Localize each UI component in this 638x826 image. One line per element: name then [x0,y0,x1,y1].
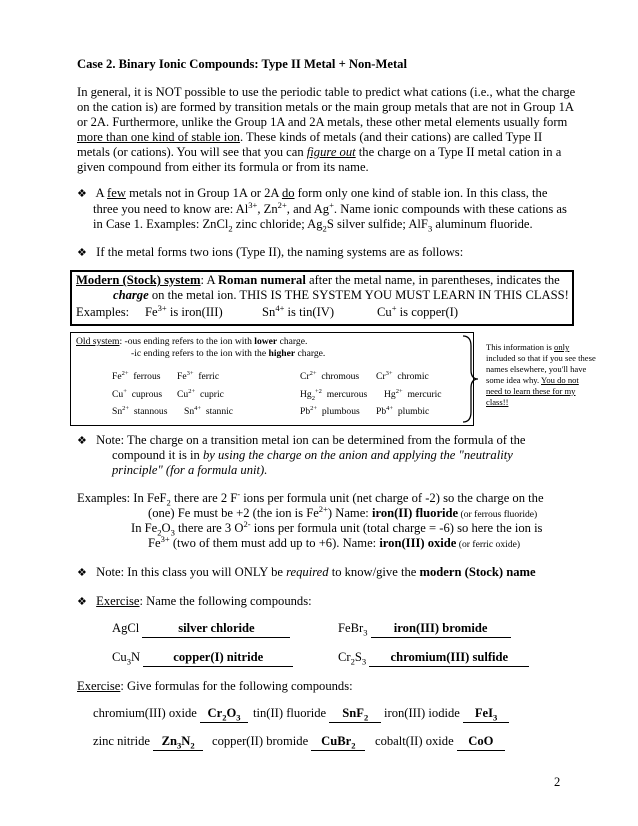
old-system-line: -ic ending refers to the ion with the higher charge. [131,348,326,359]
side-note-line: class!! [486,397,509,407]
side-note-line: names elsewhere, you'll have [486,364,587,374]
exercise-item: AgCl silver chloride [112,621,290,638]
exercise-item: cobalt(II) oxide CoO [375,734,505,751]
old-system-line: Old system: -ous ending refers to the ion with lower charge. [76,336,308,347]
ion-entry: $Pb^{2+}$ plumbous [300,404,360,417]
exercise-item: iron(III) iodide FeI$_3$ [384,706,509,723]
note-line: principle" (for a formula unit). [112,463,268,477]
ion-entry: $Sn^{4+}$ stannic [184,404,234,417]
side-note-line: included so that if you see these [486,353,596,363]
bullet-item: ❖ If the metal forms two ions (Type II), the naming systems are as follows: [77,245,463,262]
ion-entry: $Fe^{3+}$ ferric [177,369,220,382]
ion-entry: $Pb^{4+}$ plumbic [376,404,430,417]
right-brace-icon [459,334,481,424]
bullet-line: in Case 1. Examples: ZnCl$_2$ zinc chloride; $Ag_2S$ silver sulfide; AlF$_3$ aluminum fluoride. [93,217,533,234]
stock-example: $Sn^{4+}$ is tin(IV) [262,302,335,319]
exercise-item: chromium(III) oxide $Cr_2O_3$ [93,706,248,723]
exercise-item: $Cu_3N$ copper(I) nitride [112,650,293,667]
intro-line: more than one kind of stable ion. These kinds of metals (and their cations) are called Type II [77,130,543,144]
exercise-item: $Cr_2S_3$ chromium(III) sulfide [338,650,529,667]
example-line: Examples: In FeF$_2$ there are 2 F- ions per formula unit (net charge of -2) so the charge on the [77,488,544,508]
exercise-item: copper(II) bromide CuBr$_2$ [212,734,365,751]
ion-entry: $Hg^{2+}$ mercuric [384,387,442,400]
ion-entry: $Sn^{2+}$ stannous [112,404,168,417]
exercise-item: tin(II) fluoride SnF$_2$ [253,706,381,723]
page-number: 2 [554,775,561,789]
diamond-bullet-icon: ❖ [77,247,87,259]
bullet-item: ❖ Note: In this class you will ONLY be required to know/give the modern (Stock) name [77,565,536,582]
intro-line: metals (or cations). You will see that you can figure out the charge on a Type II metal cation in a [77,145,562,159]
bullet-line: three you need to know are: $Al^{3+}$, $Zn^{2+}$, and Ag+. Name ionic compounds with these cations as [93,199,567,216]
stock-example: Cu+ is copper(I) [377,302,459,319]
intro-line: In general, it is NOT possible to use the periodic table to predict what cations (i.e., what the charge [77,85,576,99]
ion-entry: $Cr^{3+}$ chromic [376,369,429,382]
bullet-item: ❖ Exercise: Name the following compounds: [77,594,312,611]
stock-examples-label: Examples: [76,305,130,319]
exercise-item: FeBr$_3$ iron(III) bromide [338,621,511,638]
ion-entry: $Fe^{2+}$ ferrous [112,369,161,382]
diamond-bullet-icon: ❖ [77,567,87,579]
example-line: (one) Fe must be +2 (the ion is $Fe^{2+}$) Name: iron(II) fluoride (or ferrous fluoride) [148,503,538,520]
stock-system-line: Modern (Stock) system: A Roman numeral after the metal name, in parentheses, indicates the [76,273,560,287]
intro-line: or 2A. Furthermore, unlike the Group 1A and 2A metals, these other metal elements usually form [77,115,568,129]
stock-example: $Fe^{3+}$ is iron(III) [145,302,223,319]
diamond-bullet-icon: ❖ [77,188,87,200]
stock-system-line: charge on the metal ion. THIS IS THE SYSTEM YOU MUST LEARN IN THIS CLASS! [113,288,569,302]
intro-line: given compound from either its formula or from its name. [77,160,369,174]
exercise-heading: Exercise: Give formulas for the following compounds: [77,679,353,693]
diamond-bullet-icon: ❖ [77,435,87,447]
bullet-item: ❖ Note: The charge on a transition metal ion can be determined from the formula of the [77,433,525,450]
ion-entry: $Cr^{2+}$ chromous [300,369,360,382]
diamond-bullet-icon: ❖ [77,596,87,608]
ion-entry: $Hg_2^{+2}$ mercurous [300,387,368,402]
side-note-line: some idea why. You do not [486,375,579,385]
note-line: compound it is in by using the charge on the anion and applying the "neutrality [112,448,513,462]
example-line: $Fe^{3+}$ (two of them must add up to +6). Name: iron(III) oxide (or ferric oxide) [148,533,521,550]
example-line: In $Fe_2O_3$ there are 3 $O^{2-}$ ions per formula unit (total charge = -6) so here the ion is [131,518,543,538]
ion-entry: $Cu^{2+}$ cupric [177,387,224,400]
ion-entry: Cu+ cuprous [112,387,163,400]
side-note-line: This information is only [486,342,570,352]
section-title: Case 2. Binary Ionic Compounds: Type II Metal + Non-Metal [77,57,407,71]
bullet-item: ❖ A few metals not in Group 1A or 2A do form only one kind of stable ion. In this class, the [77,186,547,203]
intro-line: on the cation is) are formed by transition metals or the main group metals that are not in Group 1A [77,100,574,114]
exercise-item: zinc nitride $Zn_3N_2$ [93,734,203,751]
side-note-line: need to learn these for my [486,386,576,396]
